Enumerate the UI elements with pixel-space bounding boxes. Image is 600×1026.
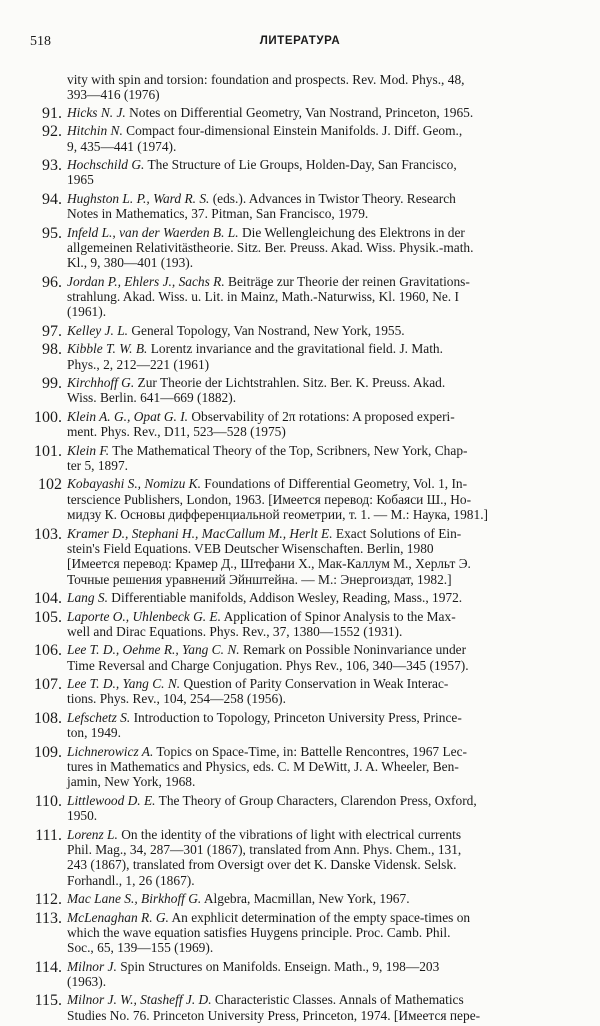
reference-entry (30, 710, 563, 741)
reference-line: Studies No. 76. Princeton University Press, Princeton, 1974. [Имеется пере- (67, 1007, 481, 1023)
reference-line (67, 191, 563, 206)
reference-line: ter 5, 1897. (67, 457, 128, 473)
reference-number: 94. (42, 190, 62, 208)
reference-line: Phil. Mag., 34, 287—301 (1867), translated from Ann. Phys. Chem., 131, (67, 841, 462, 857)
reference-entry (30, 609, 563, 640)
reference-number: 98. (42, 341, 62, 359)
reference-entry (30, 375, 563, 406)
reference-text: An exphlicit determination of the empty space-times on (168, 909, 471, 925)
reference-number: 93. (42, 156, 62, 174)
reference-continuation (30, 72, 563, 103)
reference-text: Die Wellengleichung des Elektrons in der (238, 224, 465, 240)
reference-line (67, 323, 563, 338)
reference-line: Soc., 65, 139—155 (1969). (67, 940, 214, 956)
reference-line: Kl., 9, 380—401 (193). (67, 255, 194, 271)
reference-line: Notes in Mathematics, 37. Pitman, San Francisco, 1979. (67, 206, 369, 222)
reference-text: Lorentz invariance and the gravitational field. J. Math. (147, 341, 443, 357)
reference-line (67, 891, 563, 906)
reference-number: 101. (34, 442, 62, 460)
reference-line (67, 710, 563, 725)
page-header (30, 34, 570, 54)
reference-text: Differentiable manifolds, Addison Wesley, Reading, Mass., 1972. (107, 590, 463, 606)
reference-entry (30, 225, 563, 271)
reference-number: 107. (34, 676, 62, 694)
reference-authors: Kirchhoff G. (67, 375, 135, 391)
reference-line: 243 (1867), translated from Oversigt over det K. Danske Vidensk. Selsk. (67, 857, 457, 873)
reference-line: vity with spin and torsion: foundation and prospects. Rev. Mod. Phys., 48, (67, 72, 465, 87)
reference-line (67, 526, 563, 541)
reference-line: Точные решения уравнений Эйнштейна. — М.: Энергоиздат, 1982.] (67, 571, 452, 587)
reference-number: 105. (34, 608, 62, 626)
reference-entry (30, 590, 563, 608)
reference-line (67, 375, 563, 390)
reference-text: Beiträge zur Theorie der reinen Gravitations- (224, 273, 470, 289)
reference-text: Spin Structures on Manifolds. Enseign. Math., 9, 198—203 (116, 958, 440, 974)
reference-authors: Lefschetz S. (67, 709, 131, 725)
reference-line (67, 992, 563, 1007)
reference-entry (30, 959, 563, 990)
reference-line (67, 642, 563, 657)
reference-number: 100. (34, 408, 62, 426)
reference-authors: Milnor J. (67, 958, 117, 974)
reference-line: allgemeinen Relativitästheorie. Sitz. Ber. Preuss. Akad. Wiss. Physik.-math. (67, 239, 474, 255)
reference-line: 393—416 (1976) (67, 87, 160, 103)
reference-text: On the identity of the vibrations of light with electrical currents (117, 826, 462, 842)
reference-authors: Hughston L. P., Ward R. S. (67, 190, 210, 206)
reference-text: The Mathematical Theory of the Top, Scribners, New York, Chap- (109, 442, 468, 458)
reference-entry (30, 910, 563, 956)
reference-number: 112. (34, 891, 62, 909)
reference-number: 110. (34, 792, 62, 810)
reference-number: 114. (34, 958, 62, 976)
reference-entry (30, 409, 563, 440)
running-title: ЛИТЕРАТУРА (259, 35, 341, 47)
reference-authors: Lang S. (67, 590, 108, 606)
reference-number: 92. (42, 123, 62, 141)
reference-authors: Lee T. D., Oehme R., Yang C. N. (67, 642, 240, 658)
reference-number: 102 (38, 476, 62, 494)
reference-authors: Kelley J. L. (67, 322, 128, 338)
reference-authors: Mac Lane S., Birkhoff G. (67, 891, 202, 907)
reference-entry (30, 744, 563, 790)
reference-authors: Infeld L., van der Waerden B. L. (67, 224, 239, 240)
reference-text: Question of Parity Conservation in Weak Interac- (180, 676, 449, 692)
reference-authors: Littlewood D. E. (67, 792, 156, 808)
reference-text: The Theory of Group Characters, Clarendon Press, Oxford, (155, 792, 477, 808)
reference-authors: McLenaghan R. G. (67, 909, 169, 925)
reference-line (67, 443, 563, 458)
reference-line: well and Dirac Equations. Phys. Rev., 37, 1380—1552 (1931). (67, 623, 403, 639)
reference-entry (30, 526, 563, 588)
reference-authors: Jordan P., Ehlers J., Sachs R. (67, 273, 225, 289)
reference-text: Zur Theorie der Lichtstrahlen. Sitz. Ber. K. Preuss. Akad. (134, 375, 446, 391)
reference-line: Time Reversal and Charge Conjugation. Phys Rev., 106, 340—345 (1957). (67, 657, 469, 673)
reference-authors: Klein F. (67, 442, 110, 458)
reference-text: Algebra, Macmillan, New York, 1967. (201, 891, 410, 907)
reference-text: Observability of 2π rotations: A proposed experi- (188, 408, 455, 424)
reference-line (67, 341, 563, 356)
reference-entry (30, 323, 563, 338)
reference-entry (30, 123, 563, 154)
reference-number: 95. (42, 224, 62, 242)
reference-number: 97. (42, 322, 62, 340)
reference-entry (30, 793, 563, 824)
reference-entry (30, 827, 563, 889)
reference-entry (30, 157, 563, 188)
reference-line: ton, 1949. (67, 725, 121, 741)
reference-line: (1963). (67, 974, 107, 990)
reference-entry (30, 676, 563, 707)
reference-authors: Lee T. D., Yang C. N. (67, 676, 181, 692)
reference-text: Topics on Space-Time, in: Battelle Rencontres, 1967 Lec- (153, 743, 467, 759)
reference-line (67, 827, 563, 842)
reference-authors: Lichnerowicz A. (67, 743, 154, 759)
reference-number: 99. (42, 375, 62, 393)
reference-number: 113. (34, 909, 62, 927)
reference-line: Wiss. Berlin. 641—669 (1882). (67, 390, 237, 406)
reference-authors: Kramer D., Stephani H., MacCallum M., Herlt E. (67, 525, 333, 541)
reference-line (67, 793, 563, 808)
reference-authors: Klein A. G., Opat G. I. (67, 408, 189, 424)
reference-authors: Milnor J. W., Stasheff J. D. (67, 992, 212, 1008)
reference-line: which the wave equation satisfies Huygens principle. Proc. Camb. Phil. (67, 924, 451, 940)
reference-authors: Hicks N. J. (67, 104, 126, 120)
reference-number: 106. (34, 642, 62, 660)
reference-text: Characteristic Classes. Annals of Mathematics (211, 992, 464, 1008)
reference-line: Forhandl., 1, 26 (1867). (67, 872, 195, 888)
reference-entry (30, 105, 563, 120)
reference-text: Notes on Differential Geometry, Van Nostrand, Princeton, 1965. (125, 104, 474, 120)
reference-line (67, 157, 563, 172)
reference-text: Application of Spinor Analysis to the Max- (220, 608, 456, 624)
reference-line: terscience Publishers, London, 1963. [Имеется перевод: Кобаяси Ш., Но- (67, 491, 472, 507)
reference-authors: Laporte O., Uhlenbeck G. E. (67, 608, 221, 624)
reference-authors: Lorenz L. (67, 826, 118, 842)
reference-number: 108. (34, 709, 62, 727)
reference-line (67, 476, 563, 491)
reference-line: tions. Phys. Rev., 104, 254—258 (1956). (67, 691, 286, 707)
reference-line: [Имеется перевод: Крамер Д., Штефани Х., Мак-Каллум М., Херльт Э. (67, 556, 471, 572)
reference-line: Phys., 2, 212—221 (1961) (67, 356, 210, 372)
reference-authors: Kobayashi S., Nomizu K. (67, 476, 201, 492)
reference-text: Introduction to Topology, Princeton University Press, Prince- (130, 709, 462, 725)
reference-entry (30, 274, 563, 320)
reference-number: 91. (42, 104, 62, 122)
reference-entry (30, 341, 563, 372)
reference-number: 111. (35, 826, 62, 844)
reference-line: ment. Phys. Rev., D11, 523—528 (1975) (67, 424, 286, 440)
reference-line: 1965 (67, 172, 94, 188)
reference-line (67, 609, 563, 624)
reference-line: (1961). (67, 304, 107, 320)
reference-text: (eds.). Advances in Twistor Theory. Research (209, 190, 456, 206)
reference-line: мидзу К. Основы дифференциальной геометрии, т. 1. — М.: Наука, 1981.] (67, 507, 488, 523)
reference-entry (30, 891, 563, 909)
reference-text: Remark on Possible Noninvariance under (239, 642, 467, 658)
reference-line (67, 105, 563, 120)
reference-line: 9, 435—441 (1974). (67, 138, 177, 154)
reference-number: 104. (34, 590, 62, 608)
reference-authors: Hitchin N. (67, 123, 123, 139)
reference-line (67, 123, 563, 138)
reference-line (67, 274, 563, 289)
reference-text: Compact four-dimensional Einstein Manifolds. J. Diff. Geom., (122, 123, 463, 139)
reference-authors: Hochschild G. (67, 156, 145, 172)
reference-line (67, 676, 563, 691)
reference-entry (30, 476, 563, 522)
reference-text: General Topology, Van Nostrand, New York, 1955. (127, 322, 405, 338)
reference-number: 115. (34, 992, 62, 1010)
reference-entry (30, 443, 563, 474)
reference-number: 109. (34, 743, 62, 761)
reference-line (67, 409, 563, 424)
reference-entry (30, 642, 563, 673)
reference-entry (30, 191, 563, 222)
reference-line (67, 590, 563, 605)
reference-line (67, 959, 563, 974)
reference-text: Foundations of Differential Geometry, Vol. 1, In- (200, 476, 468, 492)
reference-number: 96. (42, 273, 62, 291)
reference-line (67, 744, 563, 759)
reference-line: strahlung. Akad. Wiss. u. Lit. in Mainz, Math.-Naturwiss, Kl. 1960, Ne. I (67, 289, 459, 305)
reference-entry (30, 992, 563, 1023)
reference-text: The Structure of Lie Groups, Holden-Day, San Francisco, (144, 156, 457, 172)
reference-line: tures in Mathematics and Physics, eds. C. M DeWitt, J. A. Wheeler, Ben- (67, 759, 459, 775)
reference-text: Exact Solutions of Ein- (332, 525, 462, 541)
reference-authors: Kibble T. W. B. (67, 341, 148, 357)
reference-number: 103. (34, 525, 62, 543)
reference-line (67, 910, 563, 925)
reference-line: jamin, New York, 1968. (67, 774, 196, 790)
reference-line: stein's Field Equations. VEB Deutscher Wisenschaften. Berlin, 1980 (67, 540, 434, 556)
reference-line (67, 225, 563, 240)
page-number: 518 (30, 34, 51, 49)
reference-line: 1950. (67, 808, 98, 824)
reference-list (30, 72, 563, 1026)
